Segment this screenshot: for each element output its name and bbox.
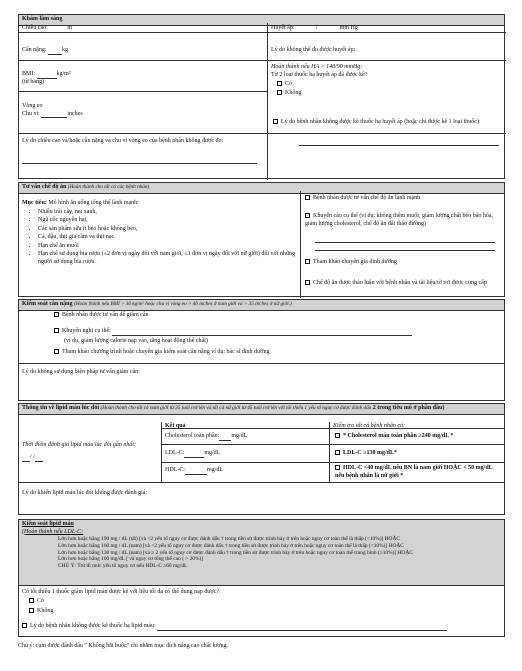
- diet-healthy-checkbox[interactable]: [305, 195, 310, 200]
- fasting-lipid-header: Thông tin về lipid máu lúc đói (Hoàn thành cho tất cả nam giới từ 35 tuổi trở lên và tất cả nữ giới từ 45 tuổi trở lên với tối thiểu 1 yếu tố nguy cơ được đánh dấu 2 trong tiêu mô ở phần đầu): [19, 404, 504, 415]
- lipid-yes-checkbox[interactable]: [29, 598, 34, 603]
- weight-field: Cân nặng: kg: [22, 47, 68, 53]
- lipid-no-option[interactable]: Không: [29, 608, 53, 616]
- diet-opt-discussed[interactable]: Chế độ ăn được thảo luận với bệnh nhân và tài liệu/tờ rơi được cung cấp: [305, 280, 503, 288]
- weight-opt-counsel[interactable]: Bệnh nhân được tư vấn để giảm cân: [54, 312, 148, 320]
- lipid-no-checkbox[interactable]: [29, 608, 34, 613]
- clinical-exam-header: Khám lâm sàng: [19, 15, 504, 26]
- tc-field: Cholesterol toàn phần: mg/dL: [165, 433, 248, 439]
- lipid-control-section: [18, 519, 505, 637]
- list-item: Lớn hơn hoặc bằng 130 mg / dL (nam) [và ≥ 2 yếu tố nguy cơ được đánh dấu † trong tiền sử được trình bày ở trên hoặc nguy cơ toàn thể trung bình (≥10%)] HOẶC: [58, 549, 413, 556]
- list-item: • Hạn chế ăn muối: [38, 243, 296, 251]
- bp-reason-option[interactable]: Lý do bệnh nhân không được kê thuốc hạ huyết áp (hoặc chỉ được kê 1 loại thuốc): [273, 119, 503, 127]
- diet-opt-healthy[interactable]: Bệnh nhân được tư vấn chế độ ăn lành mạnh: [305, 195, 503, 203]
- weight-specific-checkbox[interactable]: [54, 328, 59, 333]
- lipid-reason-line[interactable]: [157, 624, 447, 631]
- ldl-input[interactable]: [184, 451, 204, 458]
- hdl-low-option[interactable]: HDL-C <40 mg/dL nếu BN là nam giới HOẶC < 50 mg/dL nếu bệnh nhân là nữ giới *: [335, 465, 493, 479]
- weight-opt-program[interactable]: Tham khảo chương trình hoặc chuyên gia kiểm soát cân nặng ví dụ: bác sĩ dinh dưỡng: [54, 349, 269, 357]
- fasting-lipid-section: [18, 403, 505, 515]
- list-item: • Ngũ cốc nguyên hạt,: [38, 217, 296, 225]
- diet-specific-checkbox[interactable]: [305, 213, 310, 218]
- weight-specific-sub: (ví dụ, giảm lượng calorie nạp vào, tăng hoạt động thể chất): [64, 338, 208, 344]
- diet-nutritionist-checkbox[interactable]: [305, 259, 310, 264]
- lipid-date-label: Thời điểm đánh giá lipid máu lúc đói gần nhất:: [22, 442, 137, 448]
- bp-diastolic-input[interactable]: [318, 26, 340, 33]
- bp-yes-checkbox[interactable]: [277, 81, 282, 86]
- form-page: [18, 14, 505, 651]
- lipid-med-question: Có tối thiểu 1 thuốc giảm lipid máu được kê với liều tối đa có thể dung nạp được?: [22, 589, 219, 595]
- bp-yes-option[interactable]: Có: [277, 81, 292, 89]
- bp-reason-checkbox[interactable]: [273, 119, 278, 124]
- lipid-yes-option[interactable]: Có: [29, 598, 44, 606]
- bp-reason-line[interactable]: [299, 139, 499, 146]
- diet-opt-nutritionist[interactable]: Tham khảo chuyên gia dinh dưỡng: [305, 259, 503, 267]
- ldl-high-checkbox[interactable]: [335, 450, 340, 455]
- bp-no-checkbox[interactable]: [277, 90, 282, 95]
- tc-high-option[interactable]: * Cholesterol máu toàn phần ≥240 mg/dL *: [335, 433, 503, 441]
- list-item: • Cá, đậu, thịt gia cầm và thịt nạc.: [38, 234, 296, 242]
- weight-specific-line[interactable]: [112, 329, 412, 336]
- list-item: • Hạn chế sử dụng bia rượu (≤2 đơn vị ngày đối với nam giới, ≤1 đơn vị ngày đối với nữ giới) đối với những người sử dụng bia rượu.: [38, 251, 296, 266]
- diet-discussed-checkbox[interactable]: [305, 280, 310, 285]
- tc-input[interactable]: [219, 434, 231, 441]
- bp-no-option[interactable]: Không: [277, 90, 301, 98]
- ldl-field: LDL-C: mg/dL: [165, 450, 221, 456]
- diet-counsel-header: Tư vấn chế độ ăn (Hoàn thành cho tất cả các bệnh nhân): [19, 183, 504, 194]
- list-item: • Các sản phẩm sữa ít béo hoặc không béo,: [38, 226, 296, 234]
- weight-reason-label: Lý do không sử dụng biện pháp tư vấn giảm cân:: [22, 369, 140, 375]
- control-note: CHÚ Ý: Trừ đi mức yếu tố nguy cơ nếu HDL-C ≥60 mg/dL: [58, 563, 188, 569]
- weight-opt-specific[interactable]: Khuyến nghị cụ thể:: [54, 328, 412, 336]
- bp-question: Hoàn thành nếu HA > 140/90 mmHg: Từ 2 loại thuốc hạ huyết áp đã được kê?: [271, 64, 368, 78]
- bmi-input[interactable]: [37, 72, 57, 79]
- bmi-field: BMI: kg/m² (từ bảng): [22, 71, 71, 85]
- lipid-date-input[interactable]: / /: [22, 454, 43, 462]
- height-field: Chiều cao: m: [22, 25, 72, 31]
- weight-input[interactable]: [48, 48, 62, 55]
- waist-input[interactable]: [41, 111, 67, 118]
- tc-high-checkbox[interactable]: [335, 433, 340, 438]
- diet-goals: Mục tiêu: Mô hình ăn uống tổng thể lành mạnh: • Nhiều trái cây, rau xanh, • Ngũ cốc nguyên hạt, • Các sản phẩm sữa ít béo hoặc không béo, • Cá, đậu, thịt gia cầm và thịt nạc. • Hạn chế ăn muối • Hạn chế sử dụng bia rượu (≤2 đơn vị ngày đối với nam giới, ≤1 đơn vị ngày đối với nữ giới) đối với những người sử dụng bia rượu.: [22, 200, 296, 267]
- height-reason-label: Lý do chiều cao và/hoặc cân nặng và chu vi vòng eo của bệnh nhân không được đo:: [22, 138, 224, 144]
- lipid-control-header: Kiểm soát lipid máu (Hoàn thành nếu LDL-C: Lớn hơn hoặc bằng 190 mg / dL (tất) [và <2 yếu tố nguy cơ được đánh dấu † trong tiền sử được trình bày ở trên hoặc nguy cơ toàn thể là thấp (<10%)] HOẶC Lớn hơn hoặc bằng 160 mg / dL (nam) [và <2 yếu tố nguy cơ được đánh dấu † trong tiền sử được trình bày ở trên hoặc nguy cơ toàn thể là thấp (<10%)] HOẶC Lớn hơn hoặc bằng 130 mg / dL (nam) [và ≥ 2 yếu tố nguy cơ được đánh dấu † trong tiền sử được trình bày ở trên hoặc nguy cơ toàn thể trung bình (≥10%)] HOẶC Lớn hơn hoặc bằng 100 mg/dL [ và nguy cơ tổng thể cao ( > 20%)] CHÚ Ý: Trừ đi mức yếu tố nguy cơ nếu HDL-C ≥60 mg/dL: [19, 520, 504, 586]
- lipid-reason-label: Lý do khiến lipid máu lúc đói không được đánh giá:: [22, 490, 148, 496]
- lipid-reason-checkbox[interactable]: [22, 623, 27, 628]
- diet-goal-list: [22, 209, 296, 267]
- hdl-field: HDL-C: mg/dL: [165, 467, 223, 473]
- height-input[interactable]: [49, 26, 67, 33]
- weight-counsel-checkbox[interactable]: [54, 312, 59, 317]
- list-item: Lớn hơn hoặc bằng 100 mg/dL [ và nguy cơ tổng thể cao ( > 20%)]: [58, 556, 204, 563]
- bp-field: Huyết áp: / mm Hg: [271, 25, 358, 31]
- lipid-reason-option[interactable]: Lý do bệnh nhân không được kê thuốc hạ lipid máu:: [22, 623, 447, 631]
- hdl-low-checkbox[interactable]: [335, 465, 340, 470]
- diet-specific-line[interactable]: [315, 236, 495, 243]
- hdl-input[interactable]: [185, 468, 207, 475]
- bp-not-measured-label: Lý do không thể đo được huyết áp:: [271, 47, 356, 53]
- list-item: Lớn hơn hoặc bằng 160 mg / dL (nam) [và <2 yếu tố nguy cơ được đánh dấu † trong tiền sử được trình bày ở trên hoặc nguy cơ toàn thể là thấp (<10%)] HOẶC: [58, 542, 404, 549]
- list-item: Lớn hơn hoặc bằng 190 mg / dL (tất) [và <2 yếu tố nguy cơ được đánh dấu † trong tiền sử được trình bày ở trên hoặc nguy cơ toàn thể là thấp (<10%)] HOẶC: [58, 536, 400, 542]
- list-item: • Nhiều trái cây, rau xanh,: [38, 209, 296, 217]
- diet-specific-line-2[interactable]: [315, 244, 495, 251]
- weight-control-section: [18, 299, 505, 401]
- footer-note: Chú ý: cụm được đánh dấu " Không bắt buộc" chỉ nhằm mục đích nâng cao chất lượng.: [18, 643, 229, 649]
- diet-opt-specific[interactable]: Khuyến cáo cụ thể (ví dụ: không thêm muối, giảm lượng chất béo bão hòa, giảm lượng cholesterol, chế độ ăn đái tháo đường): [305, 213, 494, 227]
- weight-control-header: Kiểm soát cân nặng (Hoàn thành nếu BMI > 30 kg/m² hoặc chu vi vòng eo > 40 inches ở nam giới và > 35 inches ở nữ giới.): [19, 300, 504, 311]
- waist-field: Vòng eo Chu vi: inches: [22, 103, 83, 117]
- result-header: Kết quả: [165, 423, 186, 429]
- check-header: Kiểm tra tất cả bệnh nhân có:: [333, 423, 405, 429]
- height-reason-line[interactable]: [22, 157, 257, 164]
- weight-program-checkbox[interactable]: [54, 349, 59, 354]
- diet-counsel-section: [18, 182, 505, 297]
- bp-systolic-input[interactable]: [296, 26, 316, 33]
- clinical-exam-section: [18, 14, 505, 179]
- ldl-high-option[interactable]: LDL-C ≥130 mg/dL*: [335, 450, 503, 458]
